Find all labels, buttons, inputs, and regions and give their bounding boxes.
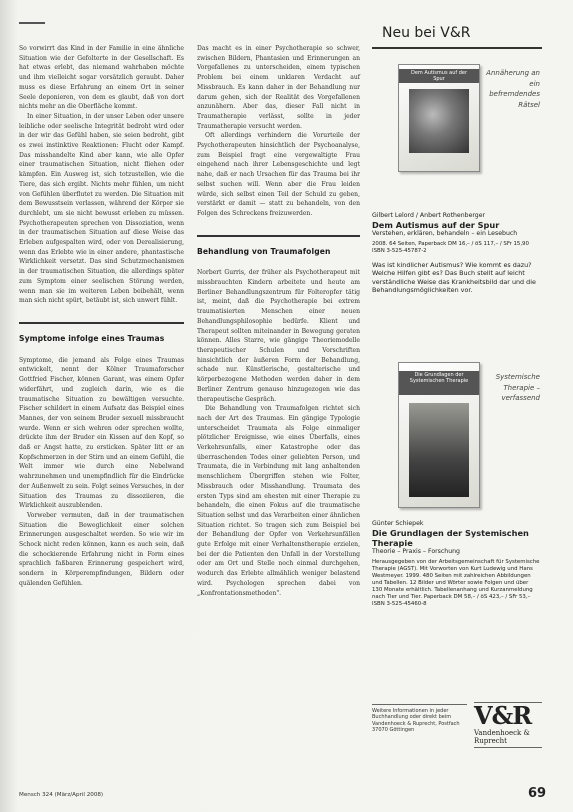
book-subtitle: Theorie – Praxis – Forschung <box>372 548 460 555</box>
sidebar-header: Neu bei V&R <box>372 20 542 49</box>
book-authors: Günter Schiepek <box>372 520 424 527</box>
book-cover-autismus <box>398 64 480 172</box>
paragraph: Oft allerdings verhindern die Vorurteile der Psychotherapeuten hinsichtlich der Psychoanalyse, zum Beispiel fragt eine vergewaltigte Frau eingehend nach ihrer Lebensgeschichte und legt nahe, daß er nach Ursachen für das Trauma bei ihr selbst suchen will. Wenn aber die Frau leiden würde, sich selbst einen Teil der Schuld zu geben, verstärkt er damit — statt zu behandeln, von den Folgen des Schreckens freizuwerden. <box>197 132 360 217</box>
paragraph: So vorwirrt das Kind in der Familie in eine ähnliche Situation wie der Gefolterte in der Gesellschaft. Es hat etwas erlebt, das niemand wahrhaben möchte und ihm vielleicht sogar vorsätzlich geraubt. Daher muss es diese Erfahrung an einem Ort in seiner Seele deponieren, von dem es glaubt, daß von dort nichts mehr an die Oberfläche kommt. <box>19 45 184 111</box>
page-number: 69 <box>528 786 547 801</box>
middle-column <box>197 44 360 598</box>
journal-footer: Mensch 324 (März/April 2008) <box>19 792 104 798</box>
book-tagline: Annäherung an ein befremdendes Rätsel <box>486 69 540 109</box>
section-rule <box>197 235 360 237</box>
section-rule <box>19 322 184 324</box>
book-tagline: Systemische Therapie – verfassend <box>495 373 540 402</box>
paragraph: Das macht es in einer Psychotherapie so schwer, zwischen Bildern, Phantasien und Erinnerungen an Vorgefallenes zu unterscheiden, einem typischen Problem bei einem unklaren Verdacht auf Missbrauch. Es kann daher in der Behandlung nur darum gehen, sich der Realität des Vorgefallenen anzunähern. Aber das, dieser Fall nicht in Traumatherapie verlässt, sollte in jeder Traumatherapie versucht werden. <box>197 45 360 130</box>
paragraph: Norbert Gurris, der früher als Psychotherapeut mit missbrauchten Kindern arbeitete und heute am Berliner Behandlungszentrum für Folteropfer tätig ist, meint, daß die Psychotherapie bei extrem traumatisierten Menschen einer neuen Behandlungsphilosophie bedürfe. Klient und Therapeut sollten miteinander in Bewegung geraten können. Alles Starre, wie gängige Theoriemodelle therapeutischer Schulen und Vorschriften hinsichtlich der äußeren Form der Behandlung, schade nur. Künstlerische, gestalterische und körperbezogene Methoden werden daher in dem Berliner Zentrum genauso hinzugezogen wie das therapeutische Gespräch. <box>197 269 360 403</box>
book-authors: Gilbert Lelord / Anbert Rothenberger <box>372 212 486 219</box>
book-meta: 2008. 64 Seiten, Paperback DM 16,– / öS 117,– / SFr 15,90 ISBN 3-525-45787-2 <box>372 241 529 254</box>
column-start-rule <box>19 22 45 24</box>
book-entry-systemische <box>372 520 540 608</box>
left-column <box>19 44 184 589</box>
paragraph: Symptome, die jemand als Folge eines Traumas entwickelt, nennt der Kölner Traumaforscher Gottfried Fischer, können Garant, was einem Opfer widerfährt, und zugleich darin, wie es die traumatische Situation zu bewältigen versuchte. Fischer schildert in einem Aufsatz das Beispiel eines Mannes, der von seinem Bruder sexuell missbraucht wurde. Wenn er sich wehren oder sprechen wollte, drückte ihm der Bruder ein Kissen auf den Kopf, so daß er Angst hatte, zu ersticken. Später litt er an Kopfschmerzen in der Stirn und an einem Gefühl, die Welt immer wie durch eine Nebelwand wahrzunehmen und unempfindlich für die Eindrücke der Außenwelt zu sein. Folgt seines Versuches, in der Situation des Traumas zu dissoziieren, die Wirklichkeit auszublenden. <box>19 356 184 510</box>
paragraph: In einer Situation, in der unser Leben oder unsere leibliche oder seelische Integrität bedroht wird oder in der wir das Gefühl haben, sie seien bedroht, gibt es zwei instinktive Reaktionen: Flucht oder Kampf. Das misshandelte Kind aber kann, wie alle Opfer einer traumatischen Situation, nicht fliehen oder kämpfen. Ein Ausweg ist, sich totzustellen, wie die Tiere, das sich ergibt. Nichts mehr fühlen, um nicht von Gefühlen überflutet zu werden. Die Situation mit dem Bewusstsein verlassen, während der Körper sie durchlebt, um sie nicht bewusst erleben zu müssen. Psychotherapeuten sprechen von Dissoziation, wenn in der traumatischen Situation auf diese Weise das Erleben aufgespalten wird, oder von Derealisierung, wenn das Erlebte wie in einer andere, phantastische Wirklichkeit versetzt. Das sind Schutzmechanismen in der traumatischen Situation, die allerdings später zum Symptom einer seelischen Störung werden, wenn man sie im weiteren Leben beibehält, wenn man sich nicht spürt, betäubt ist, sich unwert fühlt. <box>19 112 184 305</box>
cover-title: Die Grundlagen der Systemischen Therapie <box>409 372 469 384</box>
book-entry-autismus <box>372 212 540 294</box>
book-meta: Herausgegeben von der Arbeitsgemeinschaft für Systemische Therapie (AGST). Mit Vorworten von Kurt Ludewig und Hans Westmeyer. 1999. 480 Seiten mit zahlreichen Abbildungen und Tabellen. 12 Bilder und Wörter sowie Folgen und über 130 Monate erhältlich. Tabellenanhang und Kurzanmeldung nach Tier und Tier. Paperback DM 58,– / öS 423,– / SFr 53,– ISBN 3-525-45460-8 <box>372 559 540 607</box>
book-title: Dem Autismus auf der Spur <box>372 220 500 230</box>
book-subtitle: Verstehen, erklären, behandeln – ein Lesebuch <box>372 230 518 237</box>
publisher-info: Weitere Informationen in jeder Buchhandlung oder direkt beim Vandenhoeck & Ruprecht, Postfach 37070 Göttingen <box>372 704 467 734</box>
book-cover-systemische <box>398 362 480 508</box>
paragraph: Die Behandlung von Traumafolgen richtet sich nach der Art des Traumas. Ein gängige Typologie unterscheidet Traumata als Folge einmaliger plötzlicher Ereignisse, wie eines Überfalls, eines Verkehrsunfalls, einer Katastrophe oder das überraschenden Todes einer geliebten Person, und Traumata, die in Verbindung mit lang anhaltenden menschlichem Übergriffen stehen wie Folter, Missbrauch oder Misshandlung. Traumata des ersten Typs sind am ehesten mit einer Therapie zu behandeln, die einen Fokus auf die traumatische Situation selbst und das Verarbeiten einer ähnlichen Situation richtet. So tragen sich zum Beispiel bei der Behandlung der Opfer von Verkehrsunfällen gute Erfolge mit einer Verhaltenstherapie erzielen, bei der die Patienten den Unfall in der Vorstellung oder am Ort und Stelle noch einmal durchgehen, wodurch das Erlebte allmählich weniger belastend wird. Psychologen sprechen dabei von „Konfrontationsmethoden". <box>197 405 360 597</box>
cover-photo <box>409 403 469 497</box>
publisher-logo <box>474 702 542 748</box>
logo-name: Vandenhoeck & Ruprecht <box>474 729 530 745</box>
book-description: Was ist kindlicher Autismus? Wie kommt es dazu? Welche Hilfen gibt es? Das Buch stellt auf leicht verständliche Weise das Krankheitsbild dar und die Behandlungsmöglichkeiten vor. <box>372 261 536 294</box>
cover-photo <box>409 89 469 153</box>
advertisement-sidebar <box>370 20 542 746</box>
paragraph: Vorweber vermuten, daß in der traumatischen Situation die Beweglichkeit einer solchen Erinnerungen ausgeschaltet werden. So wie wir im Schock nicht reden können, kann es auch sein, daß die schockierende Erfahrung nicht in Form eines sprachlich faßbaren Erinnerung gespeichert wird, sondern in Körperempfindungen, Bildern oder quälenden Gefühlen. <box>19 511 184 587</box>
logo-mark: V&R <box>474 701 532 730</box>
cover-title: Dem Autismus auf der Spur <box>410 70 468 82</box>
section-heading: Symptome infolge eines Traumas <box>19 333 165 343</box>
section-heading: Behandlung von Traumafolgen <box>197 246 331 256</box>
book-title: Die Grundlagen der Systemischen Therapie <box>372 528 529 548</box>
